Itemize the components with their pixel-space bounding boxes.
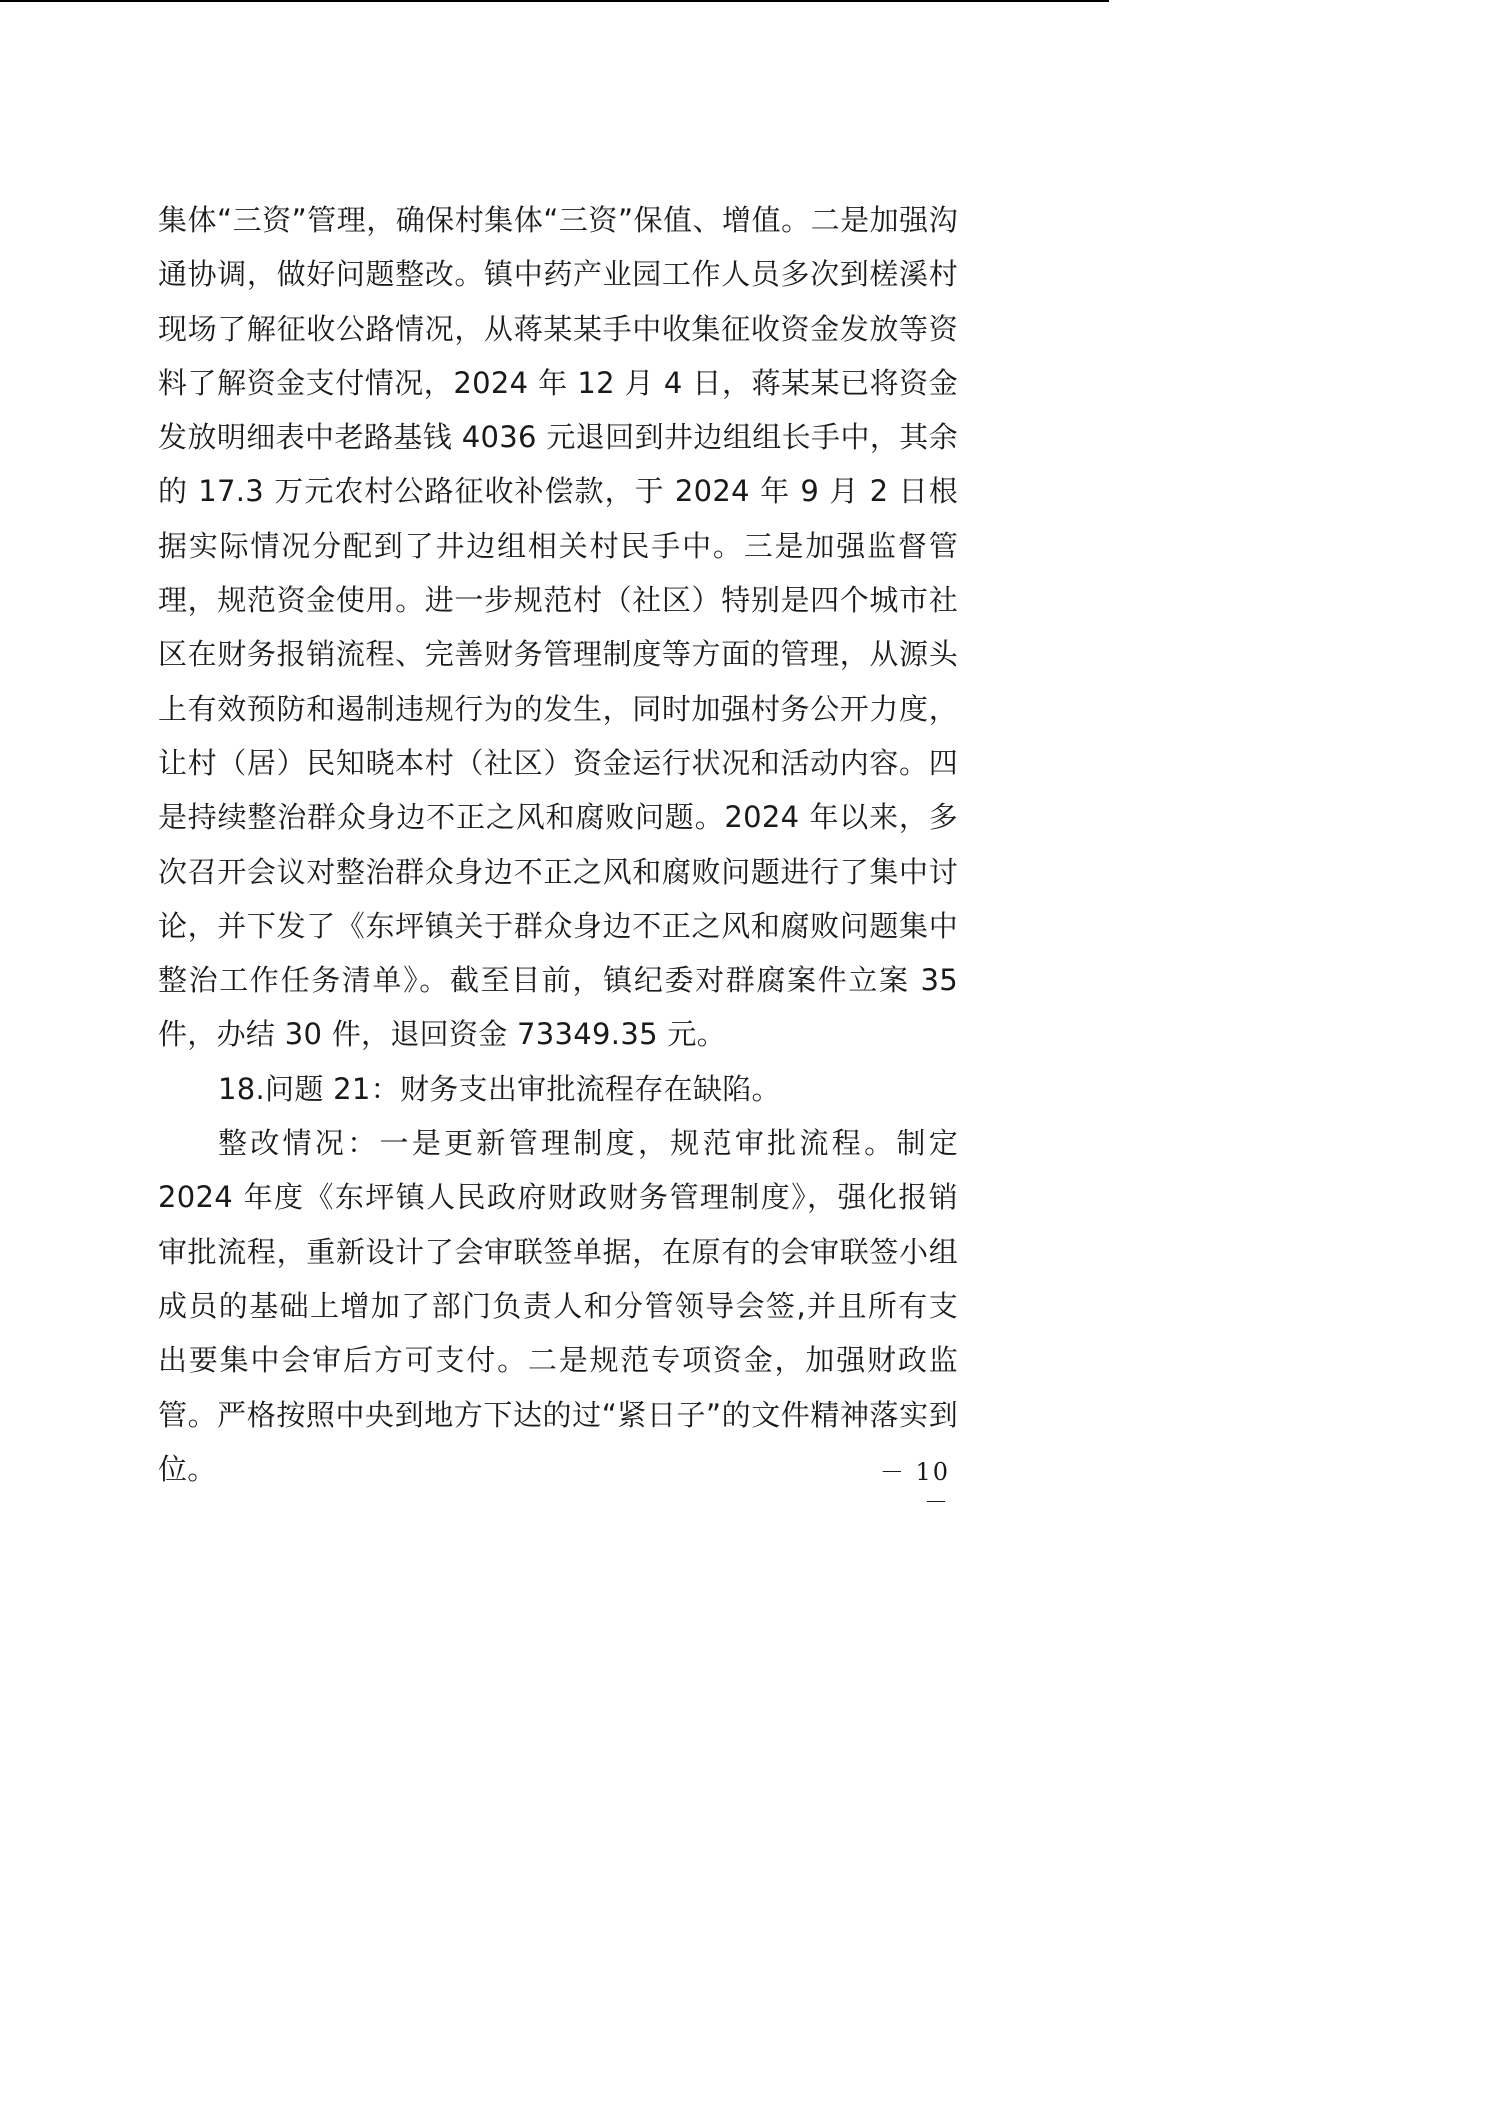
document-body [158,193,958,1496]
page-number: － 10 － [879,1458,950,1516]
paragraph-rectification: 整改情况：一是更新管理制度，规范审批流程。制定 2024 年度《东坪镇人民政府财政财务管理制度》，强化报销审批流程，重新设计了会审联签单据，在原有的会审联签小组成员的基础上增加了部门负责人和分管领导会签,并且所有支出要集中会审后方可支付。二是规范专项资金，加强财政监管。严格按照中央到地方下达的过“紧日子”的文件精神落实到位。 [158,1126,958,1486]
paragraph-issue-heading: 18.问题 21：财务支出审批流程存在缺陷。 [218,1071,781,1106]
paragraph-continuation: 集体“三资”管理，确保村集体“三资”保值、增值。二是加强沟通协调，做好问题整改。镇中药产业园工作人员多次到槎溪村现场了解征收公路情况，从蒋某某手中收集征收资金发放等资料了解资金支付情况，2024 年 12 月 4 日，蒋某某已将资金发放明细表中老路基钱 4036 元退回到井边组组长手中，其余的 17.3 万元农村公路征收补偿款，于 2024 年 9 月 2 日根据实际情况分配到了井边组相关村民手中。三是加强监督管理，规范资金使用。进一步规范村（社区）特别是四个城市社区在财务报销流程、完善财务管理制度等方面的管理，从源头上有效预防和遏制违规行为的发生，同时加强村务公开力度，让村（居）民知晓本村（社区）资金运行状况和活动内容。四是持续整治群众身边不正之风和腐败问题。2024 年以来，多次召开会议对整治群众身边不正之风和腐败问题进行了集中讨论，并下发了《东坪镇关于群众身边不正之风和腐败问题集中整治工作任务清单》。截至目前，镇纪委对群腐案件立案 35 件，办结 30 件，退回资金 73349.35 元。 [158,203,958,1052]
